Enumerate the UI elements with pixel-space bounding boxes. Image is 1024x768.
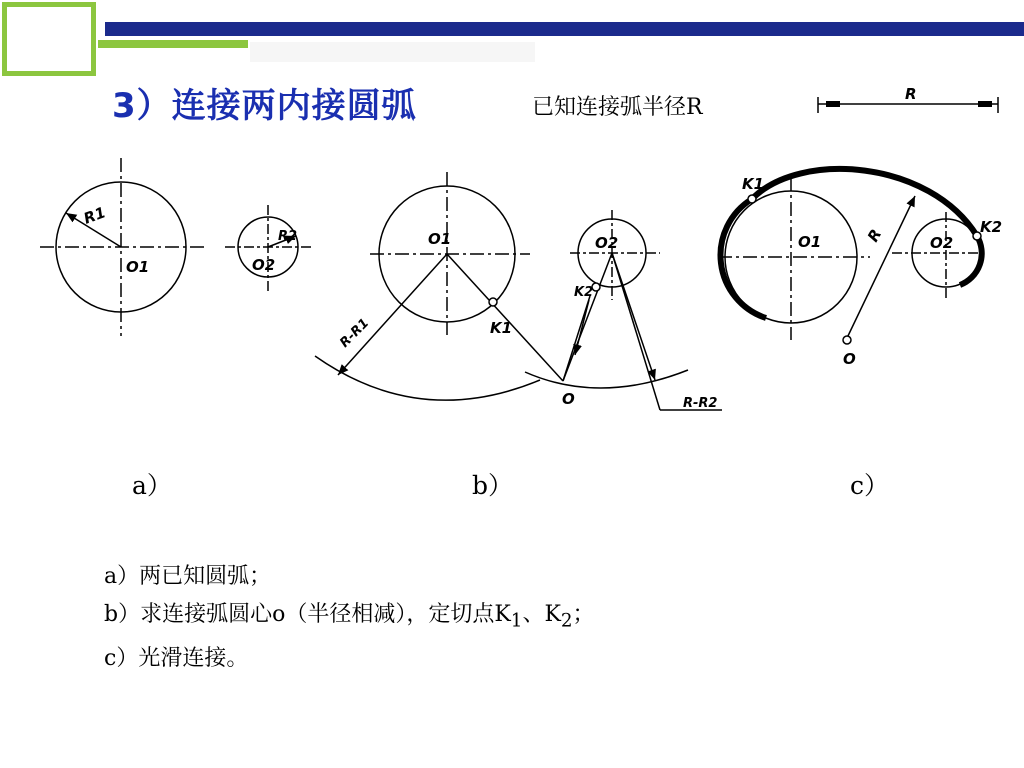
label-O2-a: O2	[252, 256, 276, 274]
point-k2-b	[592, 283, 600, 291]
k2-subscript: 2	[560, 610, 573, 632]
step-c: c）光滑连接。	[104, 646, 249, 672]
given-radius-text: 已知连接弧半径R	[532, 95, 703, 120]
line-o1-o	[447, 254, 563, 381]
caption-c: c）	[850, 471, 890, 500]
figure-b	[315, 172, 722, 410]
step-b-end: ；	[572, 602, 595, 627]
figure-a	[40, 158, 312, 336]
step-a: a）两已知圆弧；	[104, 564, 272, 589]
label-O1-c: O1	[798, 233, 822, 251]
k-separator: 、K	[522, 602, 561, 627]
slide-title: 3）连接两内接圆弧	[112, 86, 417, 126]
label-K2-c: K2	[980, 218, 1003, 236]
label-r-minus-r2: R-R2	[683, 396, 718, 411]
line-o2-o	[563, 253, 612, 381]
label-O1-b: O1	[428, 230, 452, 248]
connecting-arc	[752, 169, 977, 236]
label-O1-a: O1	[126, 258, 150, 276]
point-k1-c	[748, 195, 756, 203]
label-r-minus-r1: R-R1	[337, 315, 373, 351]
step-b	[104, 596, 595, 640]
label-R2-a: R2	[278, 229, 298, 244]
caption-a: a）	[132, 471, 172, 500]
arc-segment-o2	[960, 236, 982, 285]
label-O-c: O	[843, 350, 856, 368]
label-R: R	[905, 85, 917, 103]
step-b-text: b）求连接弧圆心o（半径相减），定切点K	[104, 602, 511, 627]
arc-segment-o1	[721, 199, 766, 318]
label-K2-b: K2	[574, 285, 594, 300]
step-list	[104, 558, 595, 678]
label-R-c: R	[863, 225, 886, 245]
label-O2-c: O2	[930, 234, 954, 252]
point-k1-b	[489, 298, 497, 306]
label-O2-b: O2	[595, 234, 619, 252]
dim-line-r-minus-r1	[338, 254, 447, 375]
radius-r-leader-c	[847, 196, 915, 338]
point-o-c	[843, 336, 851, 344]
arc-r-minus-r2	[525, 370, 688, 388]
radius-dimension	[818, 85, 998, 113]
caption-b: b）	[472, 471, 514, 500]
label-O-b: O	[562, 390, 575, 408]
label-K1-b: K1	[490, 319, 513, 337]
k1-subscript: 1	[510, 610, 523, 632]
label-K1-c: K1	[742, 175, 765, 193]
line-k2-o	[563, 296, 590, 381]
label-R1-a: R1	[81, 203, 109, 228]
